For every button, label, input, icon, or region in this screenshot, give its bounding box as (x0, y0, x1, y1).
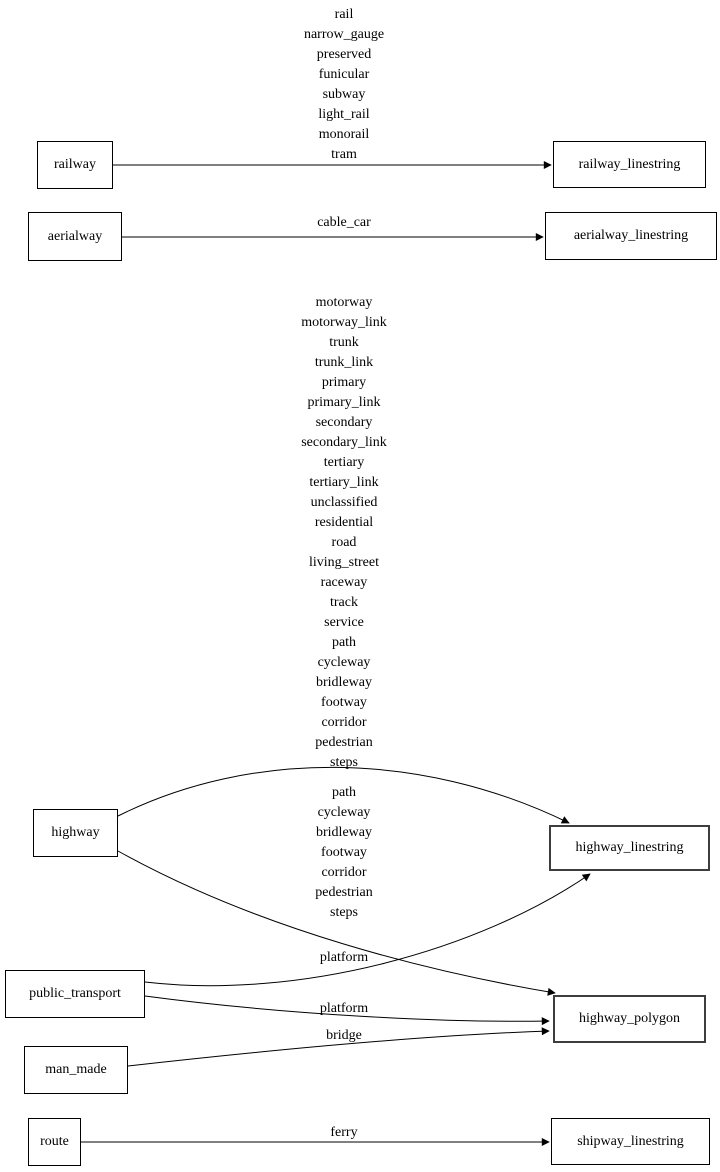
edge-value: motorway_link (301, 315, 387, 330)
edge-value: ferry (330, 1125, 358, 1140)
edge-label-public_transport-to-highway_linestring (234, 948, 454, 968)
edge-value: corridor (321, 715, 367, 730)
edge-label-highway-to-highway_linestring (234, 293, 454, 773)
edge-value: primary_link (307, 395, 381, 410)
node-highway-label: highway (51, 825, 100, 840)
edge-label-route-to-shipway_linestring (234, 1123, 454, 1143)
edge-value: trunk (329, 335, 359, 350)
edge-value: motorway (315, 295, 373, 310)
edge-value: pedestrian (315, 735, 373, 750)
edge-value: bridleway (316, 675, 372, 690)
edge-value: tertiary (323, 455, 365, 470)
edge-label-railway-to-railway_linestring (234, 5, 454, 165)
node-shipway_linestring (551, 1118, 710, 1165)
node-route (28, 1118, 81, 1166)
edge-label-man_made-to-highway_polygon (234, 1026, 454, 1046)
edge-value: living_street (309, 555, 379, 570)
edge-value: path (331, 785, 357, 800)
edge-value: secondary (315, 415, 373, 430)
edge-value: platform (319, 1001, 369, 1016)
node-railway_linestring-label: railway_linestring (578, 156, 681, 172)
edge-label-public_transport-to-highway_polygon (234, 999, 454, 1019)
node-public_transport (5, 970, 145, 1018)
node-shipway_linestring-label: shipway_linestring (577, 1133, 684, 1149)
edge-value: subway (322, 87, 366, 102)
edge-value: light_rail (318, 107, 370, 122)
node-railway_linestring (553, 141, 706, 188)
node-aerialway-label: aerialway (47, 228, 103, 244)
node-highway_polygon-label: highway_polygon (578, 1011, 681, 1026)
edge-value: rail (334, 7, 354, 22)
edge-value: tertiary_link (309, 475, 379, 490)
edge-value: pedestrian (315, 885, 373, 900)
edge-value: cycleway (317, 655, 371, 670)
edge-value: raceway (320, 575, 368, 590)
edge-value: funicular (318, 67, 370, 82)
edge-value: narrow_gauge (303, 27, 385, 42)
edge-value: platform (319, 950, 369, 965)
edge-value: cable_car (317, 215, 371, 230)
node-aerialway_linestring-label: aerialway_linestring (573, 228, 689, 243)
edge-value: service (324, 615, 364, 630)
edge-value: residential (314, 515, 374, 530)
node-man_made-label: man_made (45, 1062, 107, 1077)
edge-value: bridge (326, 1028, 362, 1043)
edge-label-highway-to-highway_polygon (234, 783, 454, 923)
edge-value: unclassified (310, 495, 378, 510)
node-highway_linestring (549, 825, 710, 871)
edge-value: footway (321, 845, 367, 860)
edge-value: steps (330, 755, 358, 770)
edge-value: trunk_link (314, 355, 374, 370)
node-aerialway (28, 212, 122, 261)
edge-value: cycleway (317, 805, 371, 820)
edge-value: track (330, 595, 358, 610)
node-highway_polygon (553, 995, 706, 1043)
node-highway_linestring-label: highway_linestring (575, 840, 684, 855)
node-man_made (24, 1046, 128, 1094)
edge-value: road (331, 535, 357, 550)
node-aerialway_linestring (545, 212, 717, 260)
node-railway (37, 141, 113, 189)
edge-value: preserved (316, 47, 372, 62)
edge-label-aerialway-to-aerialway_linestring (234, 213, 454, 233)
edge-value: tram (331, 147, 357, 162)
edge-value: footway (321, 695, 367, 710)
edge-value: monorail (318, 127, 370, 142)
edge-value: secondary_link (301, 435, 387, 450)
node-highway (33, 809, 118, 857)
node-railway-label: railway (54, 157, 96, 172)
edge-value: corridor (321, 865, 367, 880)
edge-value: bridleway (316, 825, 372, 840)
node-route-label: route (40, 1134, 69, 1149)
edge-value: primary (321, 375, 367, 390)
node-public_transport-label: public_transport (29, 986, 121, 1001)
edge-value: path (331, 635, 357, 650)
edge-value: steps (330, 905, 358, 920)
